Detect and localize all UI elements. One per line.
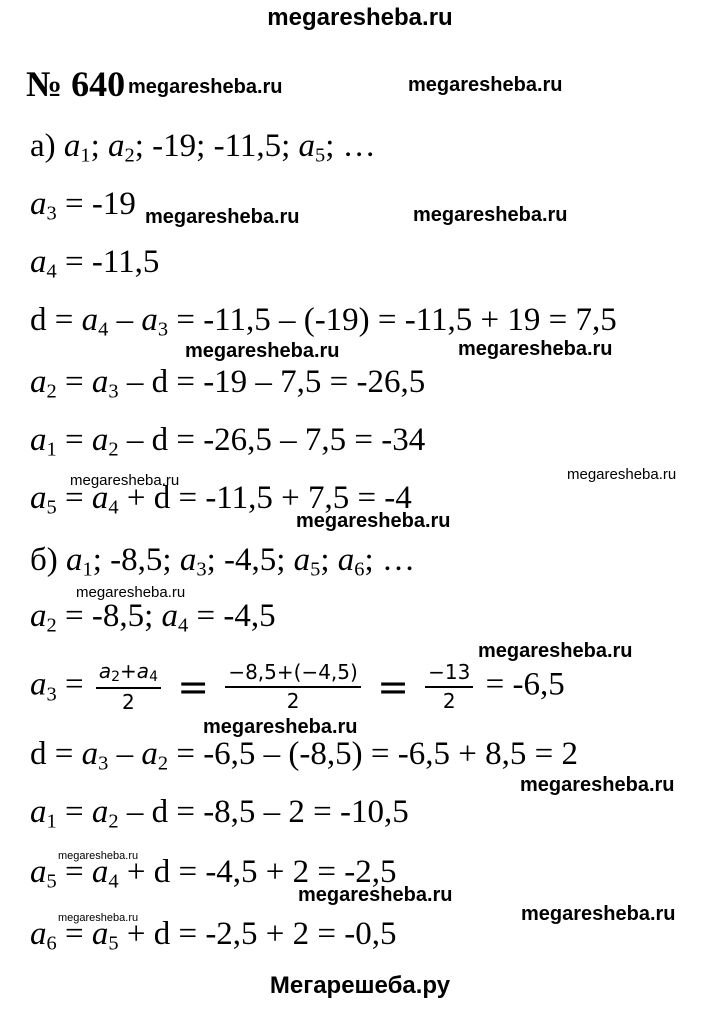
watermark: megaresheba.ru: [145, 206, 300, 228]
part-a-a1: $a_1 = a_2 - d = -26,5 - 7,5 = -34$: [30, 422, 426, 461]
watermark: megaresheba.ru: [567, 466, 677, 483]
watermark: megaresheba.ru: [520, 774, 675, 796]
fraction-mean: $\frac{a_2+a_4}{2}$: [96, 660, 161, 714]
part-b-label: б): [30, 542, 58, 578]
watermark: megaresheba.ru: [478, 640, 633, 662]
problem-number: № 640: [26, 64, 126, 104]
watermark: megaresheba.ru: [298, 884, 453, 906]
watermark: megaresheba.ru: [70, 472, 180, 489]
watermark: megaresheba.ru: [203, 716, 358, 738]
fraction-result: $\frac{-13}{2}$: [425, 661, 473, 713]
watermark: megaresheba.ru: [58, 912, 139, 924]
part-b-a1: $a_1 = a_2 - d = -8,5 - 2 = -10,5$: [30, 794, 409, 833]
part-a-d: $d = a_4 - a_3 = -11,5 - (-19) = -11,5 + 19 = 7,5$: [30, 302, 617, 341]
watermark: megaresheba.ru: [521, 903, 676, 925]
part-b-a6: $a_6 = a_5 + d = -2,5 + 2 = -0,5$: [30, 916, 397, 955]
watermark: megaresheba.ru: [58, 850, 139, 862]
part-a-a5: $a_5 = a_4 + d = -11,5 + 7,5 = -4$: [30, 480, 412, 519]
part-a-label: а): [30, 128, 56, 164]
site-footer[interactable]: Мегарешеба.ру: [269, 972, 451, 999]
watermark: megaresheba.ru: [128, 76, 283, 98]
watermark: megaresheba.ru: [76, 584, 186, 601]
watermark: megaresheba.ru: [185, 340, 340, 362]
watermark: megaresheba.ru: [413, 204, 568, 226]
part-b-a3-formula: $a_3$ = $\frac{a_2+a_4}{2}$ = $\frac{-8,5+(-4,5)}{2}$ = $\frac{-13}{2}$ = -6,5: [30, 659, 565, 714]
part-a-sequence: а) $a_1$; $a_2$; -19; -11,5; $a_5$; …: [30, 128, 376, 167]
part-a-a2: $a_2 = a_3 - d = -19 - 7,5 = -26,5$: [30, 364, 426, 403]
watermark: megaresheba.ru: [408, 74, 563, 96]
part-a-a4: $a_4 = -11,5$: [30, 244, 160, 283]
part-a-a3: $a_3 = -19$: [30, 186, 136, 225]
watermark: megaresheba.ru: [296, 510, 451, 532]
watermark: megaresheba.ru: [458, 338, 613, 360]
part-b-given: $a_2 = -8,5$; $a_4 = -4,5$: [30, 598, 276, 637]
site-header[interactable]: megaresheba.ru: [267, 4, 453, 31]
part-b-sequence: б) $a_1$; -8,5; $a_3$; -4,5; $a_5$; $a_6$; …: [30, 542, 415, 581]
part-b-a5: $a_5 = a_4 + d = -4,5 + 2 = -2,5$: [30, 854, 397, 893]
fraction-substituted: $\frac{-8,5+(-4,5)}{2}$: [225, 661, 361, 713]
part-b-d: $d = a_3 - a_2 = -6,5 - (-8,5) = -6,5 + 8,5 = 2$: [30, 736, 578, 775]
